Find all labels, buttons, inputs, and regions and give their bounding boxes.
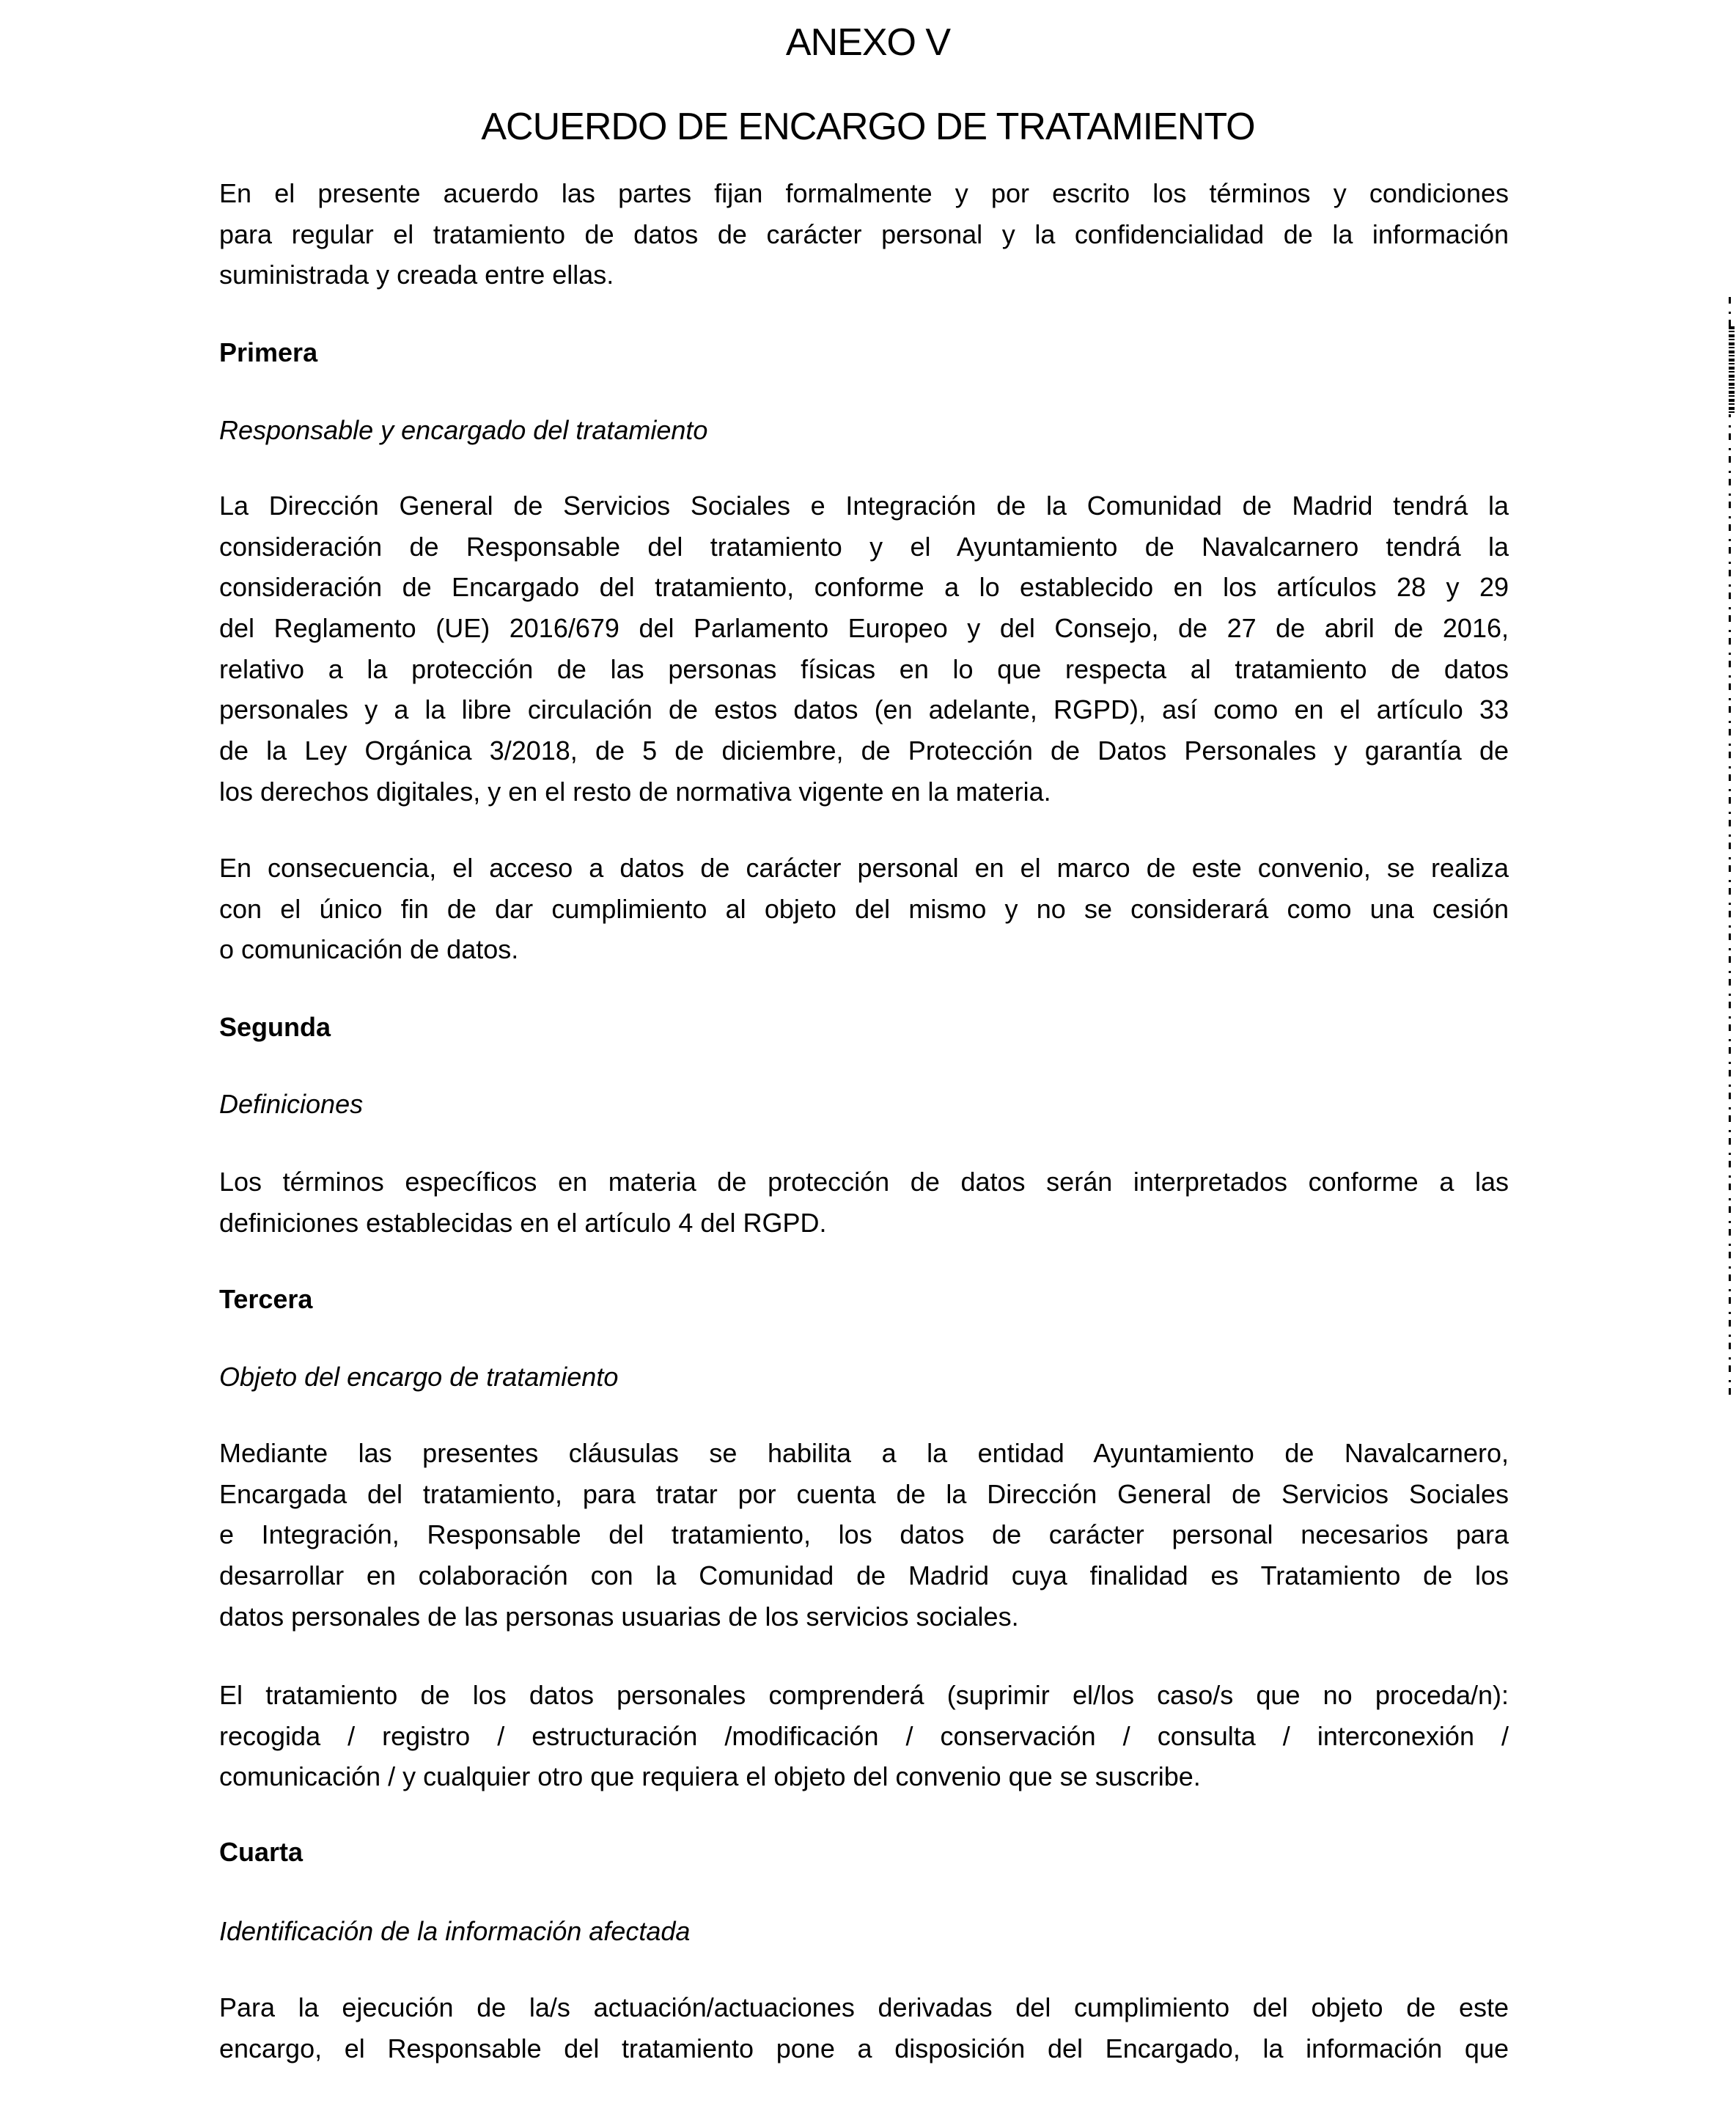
text-line: o comunicación de datos.	[219, 934, 519, 965]
section-heading-segunda: Segunda	[219, 1012, 331, 1042]
text-line: datos personales de las personas usuarias de los servicios sociales.	[219, 1601, 1019, 1632]
text-line: para regular el tratamiento de datos de carácter personal y la confidencialidad de la información	[219, 219, 1509, 249]
text-line: Mediante las presentes cláusulas se habilita a la entidad Ayuntamiento de Navalcarnero,	[219, 1438, 1509, 1468]
text-line: comunicación / y cualquier otro que requiera el objeto del convenio que se suscribe.	[219, 1761, 1201, 1792]
text-line: Encargada del tratamiento, para tratar por cuenta de la Dirección General de Servicios Sociales	[219, 1478, 1509, 1509]
text-line: definiciones establecidas en el artículo 4 del RGPD.	[219, 1207, 827, 1238]
intro-paragraph	[219, 173, 1509, 296]
paragraph-primera-2	[219, 848, 1509, 970]
text-line: los derechos digitales, y en el resto de normativa vigente en la materia.	[219, 776, 1051, 807]
text-line: encargo, el Responsable del tratamiento pone a disposición del Encargado, la información que	[219, 2033, 1509, 2063]
paragraph-segunda-1	[219, 1162, 1509, 1243]
text-line: recogida / registro / estructuración /modificación / conservación / consulta / interconexión /	[219, 1720, 1509, 1751]
section-subheading-segunda: Definiciones	[219, 1089, 364, 1119]
text-line: personales y a la libre circulación de estos datos (en adelante, RGPD), así como en el artículo 33	[219, 694, 1509, 725]
paragraph-tercera-2	[219, 1675, 1509, 1797]
section-heading-primera: Primera	[219, 337, 318, 367]
section-subheading-cuarta: Identificación de la información afectada	[219, 1916, 691, 1946]
text-line: Los términos específicos en materia de protección de datos serán interpretados conforme a las	[219, 1167, 1509, 1197]
section-heading-tercera: Tercera	[219, 1284, 313, 1314]
text-line: En consecuencia, el acceso a datos de carácter personal en el marco de este convenio, se realiza	[219, 853, 1509, 883]
text-line: En el presente acuerdo las partes fijan formalmente y por escrito los términos y condiciones	[219, 178, 1509, 208]
text-line: desarrollar en colaboración con la Comunidad de Madrid cuya finalidad es Tratamiento de los	[219, 1560, 1509, 1591]
text-line: e Integración, Responsable del tratamiento, los datos de carácter personal necesarios para	[219, 1519, 1509, 1550]
paragraph-tercera-1	[219, 1433, 1509, 1637]
text-line: consideración de Encargado del tratamiento, conforme a lo establecido en los artículos 28 y 29	[219, 572, 1509, 603]
text-line: consideración de Responsable del tratamiento y el Ayuntamiento de Navalcarnero tendrá la	[219, 531, 1509, 562]
paragraph-primera-1	[219, 485, 1509, 812]
text-line: El tratamiento de los datos personales comprenderá (suprimir el/los caso/s que no proceda/n):	[219, 1680, 1509, 1710]
margin-verification-strip	[1729, 297, 1731, 1397]
text-line: de la Ley Orgánica 3/2018, de 5 de diciembre, de Protección de Datos Personales y garantía de	[219, 735, 1509, 766]
text-line: del Reglamento (UE) 2016/679 del Parlamento Europeo y del Consejo, de 27 de abril de 2016,	[219, 613, 1509, 644]
section-subheading-primera: Responsable y encargado del tratamiento	[219, 415, 708, 445]
annex-title: ANEXO V	[785, 21, 951, 64]
text-line: La Dirección General de Servicios Sociales e Integración de la Comunidad de Madrid tendrá la	[219, 491, 1509, 521]
text-line: Para la ejecución de la/s actuación/actuaciones derivadas del cumplimiento del objeto de este	[219, 1992, 1509, 2022]
paragraph-cuarta-1	[219, 1987, 1509, 2069]
text-line: con el único fin de dar cumplimiento al objeto del mismo y no se considerará como una cesión	[219, 893, 1509, 924]
text-line: suministrada y creada entre ellas.	[219, 260, 614, 290]
document-title: ACUERDO DE ENCARGO DE TRATAMIENTO	[481, 106, 1255, 148]
text-line: relativo a la protección de las personas físicas en lo que respecta al tratamiento de datos	[219, 653, 1509, 684]
section-heading-cuarta: Cuarta	[219, 1837, 304, 1867]
margin-barcode	[1729, 326, 1735, 414]
section-subheading-tercera: Objeto del encargo de tratamiento	[219, 1362, 619, 1392]
